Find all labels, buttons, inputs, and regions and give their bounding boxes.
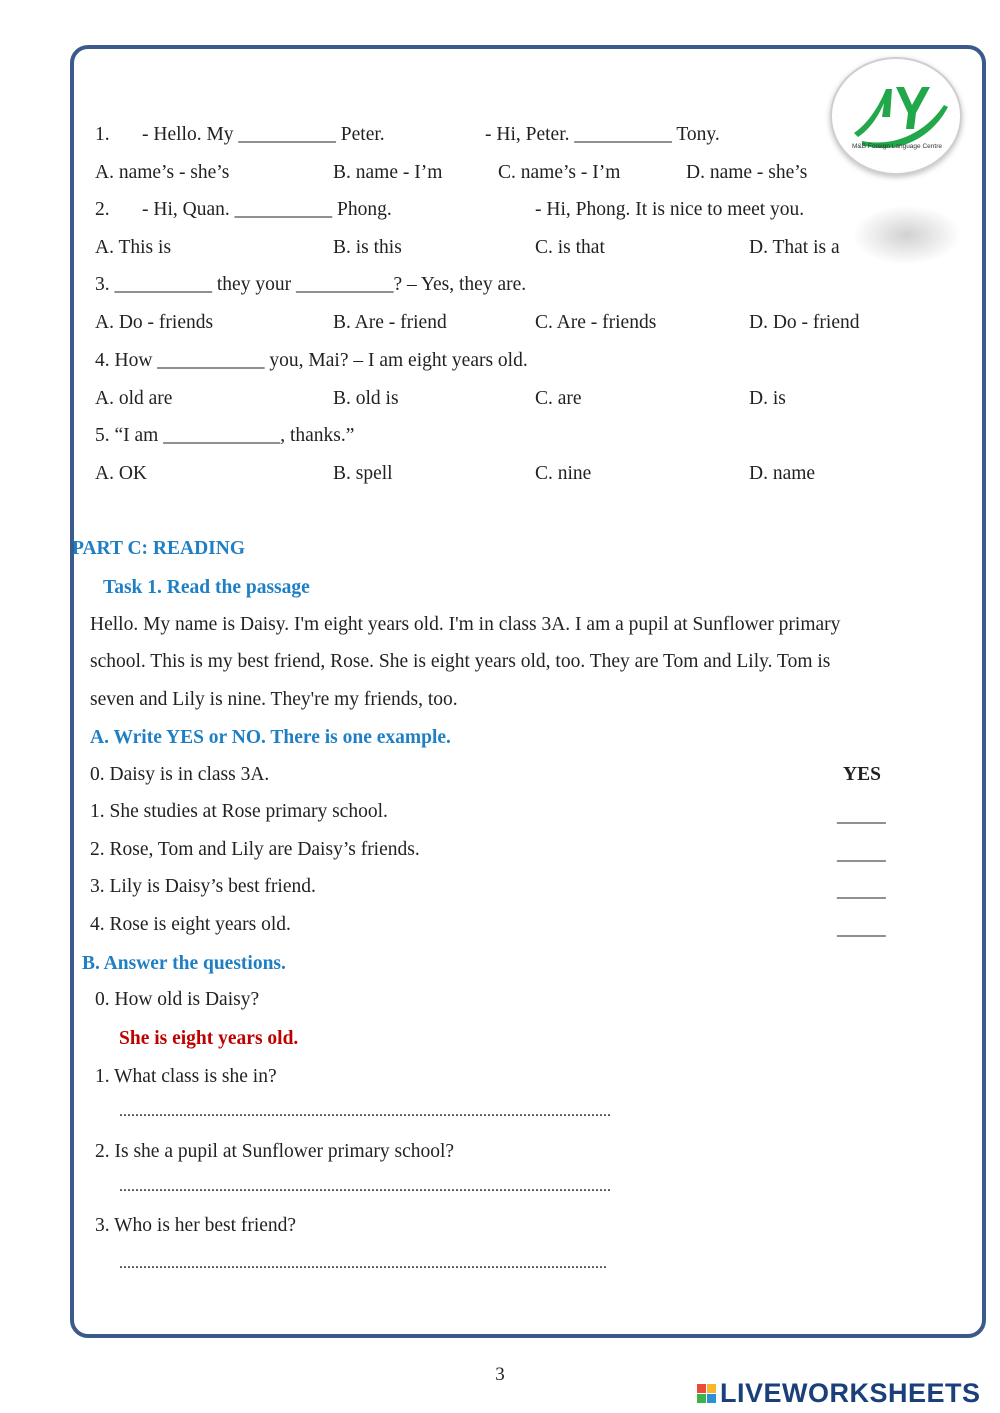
- statement-1: 1. She studies at Rose primary school.: [90, 801, 388, 822]
- question-1-number: 1.: [95, 124, 110, 145]
- statement-3: 3. Lily is Daisy’s best friend.: [90, 876, 316, 897]
- q5-option-a[interactable]: A. OK: [95, 463, 147, 484]
- question-3: 3. __________ they your __________? – Yes, they are.: [95, 274, 527, 295]
- q4-option-b[interactable]: B. old is: [333, 388, 399, 409]
- brand-logo: [830, 57, 962, 175]
- section-b-heading: B. Answer the questions.: [82, 953, 286, 974]
- scan-smudge: [852, 205, 962, 265]
- q3-option-a[interactable]: A. Do - friends: [95, 312, 214, 333]
- q4-option-d[interactable]: D. is: [749, 388, 786, 409]
- q2-option-a[interactable]: A. This is: [95, 237, 172, 258]
- answer-blank-2[interactable]: _____: [837, 843, 886, 864]
- q3-option-c[interactable]: C. Are - friends: [535, 312, 657, 333]
- answer-line-b2[interactable]: ...........................................................................................................................: [119, 1178, 611, 1195]
- passage-line-3: seven and Lily is nine. They're my friends, too.: [90, 689, 458, 710]
- q2-option-c[interactable]: C. is that: [535, 237, 605, 258]
- q1-option-c[interactable]: C. name’s - I’m: [498, 162, 621, 183]
- task-1-heading: Task 1. Read the passage: [103, 577, 310, 598]
- q5-option-d[interactable]: D. name: [749, 463, 816, 484]
- q3-option-b[interactable]: B. Are - friend: [333, 312, 447, 333]
- page-number: 3: [495, 1364, 505, 1385]
- answer-line-b3[interactable]: ..........................................................................................................................: [119, 1255, 607, 1272]
- section-a-heading: A. Write YES or NO. There is one example.: [90, 727, 451, 748]
- question-b2: 2. Is she a pupil at Sunflower primary school?: [95, 1141, 455, 1162]
- statement-4: 4. Rose is eight years old.: [90, 914, 291, 935]
- logo-mark-icon: [832, 59, 964, 177]
- question-2-number: 2.: [95, 199, 110, 220]
- answer-blank-3[interactable]: _____: [837, 880, 886, 901]
- liveworksheets-wordmark: LIVEWORKSHEETS: [720, 1377, 981, 1408]
- answer-blank-1[interactable]: _____: [837, 805, 886, 826]
- question-b3: 3. Who is her best friend?: [95, 1215, 297, 1236]
- q1-option-b[interactable]: B. name - I’m: [333, 162, 443, 183]
- question-1-right: - Hi, Peter. __________ Tony.: [485, 124, 720, 145]
- answer-0: YES: [843, 764, 881, 785]
- q4-option-a[interactable]: A. old are: [95, 388, 173, 409]
- q4-option-c[interactable]: C. are: [535, 388, 582, 409]
- question-2-right: - Hi, Phong. It is nice to meet you.: [535, 199, 805, 220]
- q5-option-c[interactable]: C. nine: [535, 463, 592, 484]
- answer-line-b1[interactable]: ...........................................................................................................................: [119, 1103, 611, 1120]
- example-answer: She is eight years old.: [119, 1028, 299, 1049]
- q5-option-b[interactable]: B. spell: [333, 463, 393, 484]
- q2-option-b[interactable]: B. is this: [333, 237, 402, 258]
- question-2-left: - Hi, Quan. __________ Phong.: [142, 199, 392, 220]
- q1-option-d[interactable]: D. name - she’s: [686, 162, 808, 183]
- statement-2: 2. Rose, Tom and Lily are Daisy’s friends.: [90, 839, 420, 860]
- example-question: 0. How old is Daisy?: [95, 989, 260, 1010]
- liveworksheets-brand[interactable]: [697, 1377, 981, 1409]
- statement-0: 0. Daisy is in class 3A.: [90, 764, 270, 785]
- q3-option-d[interactable]: D. Do - friend: [749, 312, 860, 333]
- question-b1: 1. What class is she in?: [95, 1066, 277, 1087]
- question-5: 5. “I am ____________, thanks.”: [95, 425, 355, 446]
- q2-option-d[interactable]: D. That is a: [749, 237, 840, 258]
- liveworksheets-logo-icon: [697, 1384, 716, 1403]
- question-4: 4. How ___________ you, Mai? – I am eight years old.: [95, 350, 528, 371]
- logo-caption: M&B Foreign Language Centre: [852, 143, 942, 150]
- answer-blank-4[interactable]: _____: [837, 918, 886, 939]
- question-1-left: - Hello. My __________ Peter.: [142, 124, 385, 145]
- passage-line-2: school. This is my best friend, Rose. She is eight years old, too. They are Tom and Lily. Tom is: [90, 651, 831, 672]
- part-c-heading: PART C: READING: [72, 538, 246, 559]
- passage-line-1: Hello. My name is Daisy. I'm eight years old. I'm in class 3A. I am a pupil at Sunflower primary: [90, 614, 841, 635]
- q1-option-a[interactable]: A. name’s - she’s: [95, 162, 230, 183]
